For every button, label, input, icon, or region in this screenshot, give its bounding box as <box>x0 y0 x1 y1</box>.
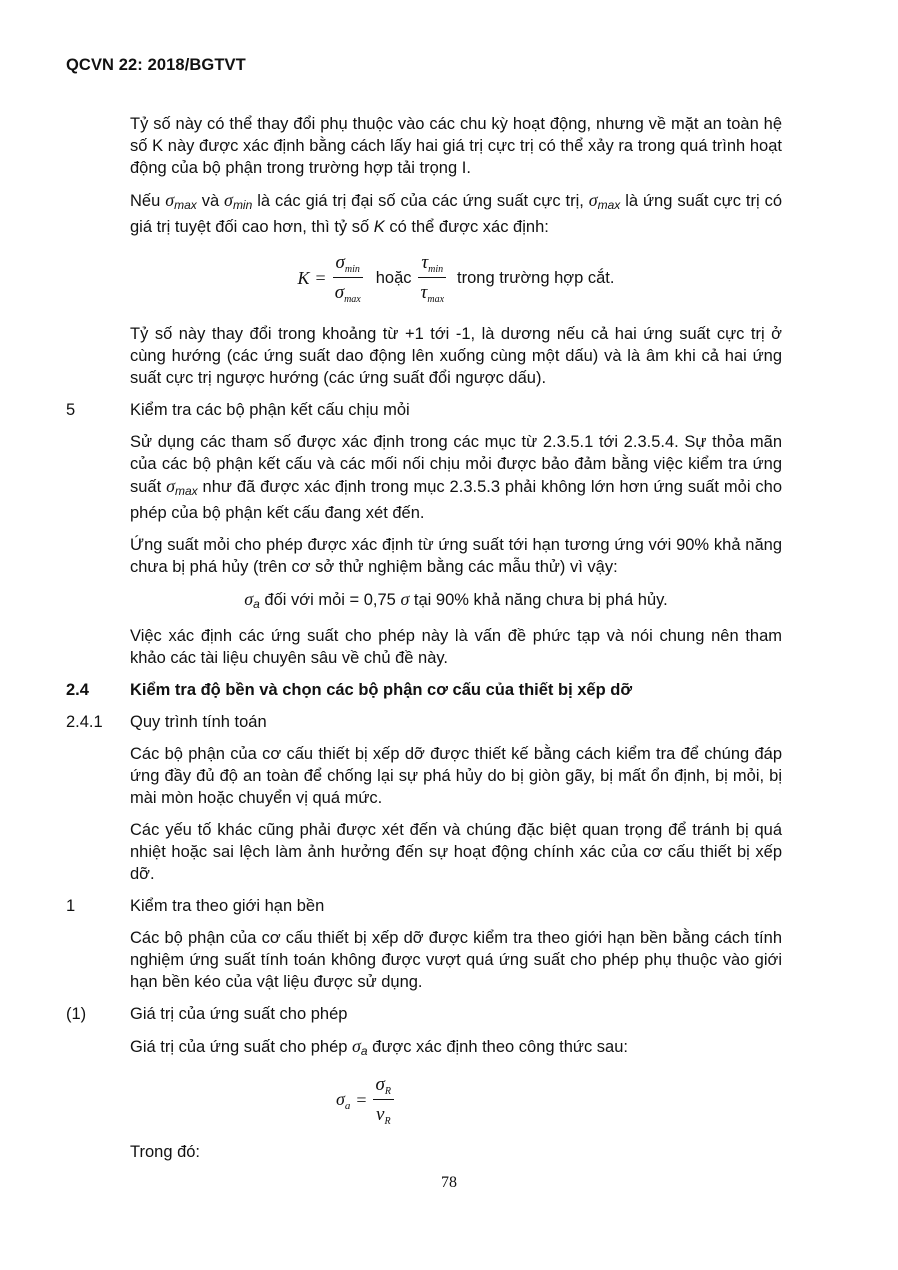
sigma-symbol: σ <box>165 190 175 210</box>
paragraph-ratio-intro: Tỷ số này có thể thay đổi phụ thuộc vào các chu kỳ hoạt động, nhưng về mặt an toàn hệ số K này được xác định bằng cách lấy hai giá trị cực trị có thể xảy ra trong quá trình hoạt động của bộ phận trong trường hợp tải trọng I. <box>130 115 782 177</box>
paragraph-allowable-fatigue: Ứng suất mỏi cho phép được xác định từ ứng suất tới hạn tương ứng với 90% khả năng chưa bị phá hủy (trên cơ sở thử nghiệm bằng các mẫu thử) vì vậy: <box>130 536 782 576</box>
paragraph-fatigue-formula: $\sigma_a$ đối với mỏi = 0,75 σ tại 90% khả năng chưa bị phá hủy. <box>244 589 668 611</box>
paragraph-fatigue-check: Sử dụng các tham số được xác định trong các mục từ 2.3.5.1 tới 2.3.5.4. Sự thỏa mãn của các bộ phận kết cấu và các mối nối chịu mỏi được bảo đảm bằng việc kiểm tra ứng suất $\sigma_{max}$ như đã được xác định trong mục 2.3.5.3 phải không lớn hơn ứng suất mỏi cho phép của bộ phận kết cấu đang xét đến. <box>130 433 782 522</box>
sigma-symbol: σ <box>588 190 598 210</box>
fraction-tau: $\frac{\tau_{min}}{\tau_{max}}$ <box>418 252 447 305</box>
sigma-symbol: σ <box>244 589 254 609</box>
page-number: 78 <box>441 1174 457 1191</box>
section-2-4-1-heading: 2.4.1 Quy trình tính toán <box>66 713 267 731</box>
item-1a-heading: (1) Giá trị của ứng suất cho phép <box>66 1005 348 1023</box>
formula-k-ratio: K = $\frac{\sigma_{min}}{\sigma_{max}}$ hoặc $\frac{\tau_{min}}{\tau_{max}}$ trong trường hợp cắt. <box>297 252 615 305</box>
sigma-symbol: σ <box>166 476 175 496</box>
formula-allowable-stress: $\sigma_a$ = $\frac{\sigma_R}{\nu_R}$ <box>336 1074 782 1127</box>
paragraph-where: Trong đó: <box>130 1143 201 1161</box>
paragraph-strength-check: Các bộ phận của cơ cấu thiết bị xếp dỡ được kiểm tra theo giới hạn bền bằng cách tính nghiệm ứng suất tính toán không được vượt quá ứng suất cho phép phụ thuộc vào giới hạn bền kéo của vật liệu được sử dụng. <box>130 929 782 991</box>
sigma-symbol: σ <box>352 1036 361 1056</box>
paragraph-mechanism-design: Các bộ phận của cơ cấu thiết bị xếp dỡ được thiết kế bằng cách kiểm tra để chúng đáp ứng đầy đủ độ an toàn để chống lại sự phá hủy do bị giòn gãy, bị mất ổn định, bị mỏi, bị mài mòn hoặc chuyển vị quá mức. <box>130 745 782 807</box>
paragraph-ratio-range: Tỷ số này thay đổi trong khoảng từ +1 tới -1, là dương nếu cả hai ứng suất cực trị ở cùng hướng (các ứng suất dao động lên xuống cùng một dấu) và là âm khi cả hai ứng suất cực trị ngược hướng (các ứng suất đổi ngược dấu). <box>130 325 782 387</box>
paragraph-allowable-stress: Giá trị của ứng suất cho phép $\sigma_a$ được xác định theo công thức sau: <box>130 1036 628 1058</box>
item-1-heading: 1 Kiểm tra theo giới hạn bền <box>66 897 325 915</box>
k-variable: K <box>373 218 385 236</box>
item-5-heading: 5 Kiểm tra các bộ phận kết cấu chịu mỏi <box>66 401 410 419</box>
fraction-sigma: $\frac{\sigma_{min}}{\sigma_{max}}$ <box>332 252 364 305</box>
paragraph-sigma-definition: Nếu $\sigma_{max}$ và $\sigma_{min}$ là các giá trị đại số của các ứng suất cực trị, $\sigma_{max}$ là ứng suất cực trị có giá trị tuyệt đối cao hơn, thì tỷ số K có thể được xác định: <box>130 190 782 236</box>
fraction-sigma-r-over-nu-r: $\frac{\sigma_R}{\nu_R}$ <box>373 1074 394 1127</box>
sigma-symbol: σ <box>224 190 233 210</box>
paragraph-other-factors: Các yếu tố khác cũng phải được xét đến và chúng đặc biệt quan trọng để tránh bị quá nhiệt hoặc sai lệch làm ảnh hưởng đến sự hoạt động chính xác của cơ cấu thiết bị xếp dỡ. <box>130 821 782 883</box>
paragraph-reference-note: Việc xác định các ứng suất cho phép này là vấn đề phức tạp và nói chung nên tham khảo các tài liệu chuyên sâu về chủ đề này. <box>130 627 782 667</box>
standard-code-header: QCVN 22: 2018/BGTVT <box>66 56 246 74</box>
sigma-symbol: σ <box>400 589 410 609</box>
document-body <box>66 113 782 1173</box>
section-2-4-heading: 2.4 Kiểm tra độ bền và chọn các bộ phận cơ cấu của thiết bị xếp dỡ <box>66 681 633 699</box>
